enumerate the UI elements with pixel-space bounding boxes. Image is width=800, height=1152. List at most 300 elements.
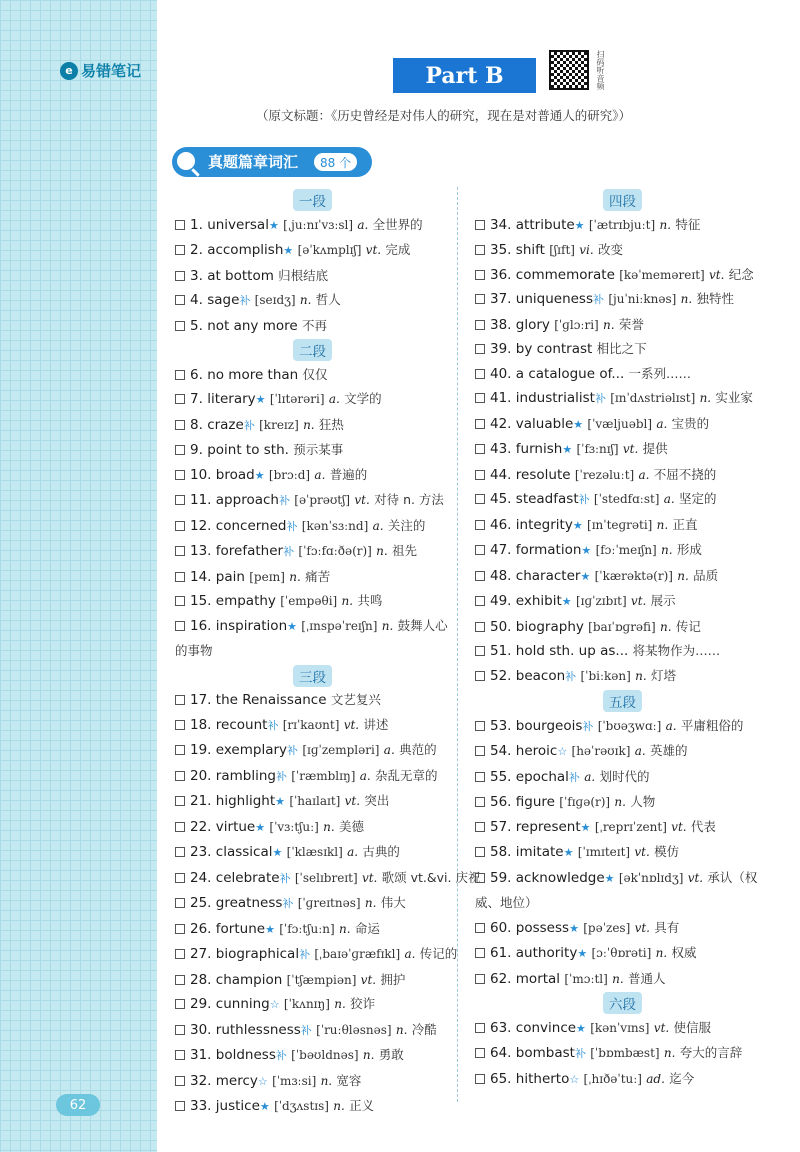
vocab-item — [175, 891, 450, 917]
frequency-mark-icon: 补 — [275, 1049, 287, 1062]
meaning: 将某物作为…… — [632, 643, 721, 658]
item-number: 61. — [490, 945, 512, 961]
paragraph-label-text: 六段 — [603, 992, 642, 1014]
meaning: 共鸣 — [357, 593, 383, 608]
phonetic: [peɪn] — [249, 569, 285, 584]
phonetic: [ɪnˈdʌstriəlɪst] — [610, 391, 696, 405]
item-number: 31. — [190, 1047, 212, 1063]
vocab-word: not any more — [207, 317, 298, 334]
vocab-word: possess — [515, 919, 570, 936]
part-of-speech: ad. — [646, 1071, 665, 1086]
meaning: 杂乱无章的 — [374, 767, 438, 783]
item-number: 18. — [190, 716, 212, 733]
checkbox[interactable] — [175, 470, 185, 480]
vocab-item — [475, 714, 770, 740]
vocab-word: forefather — [215, 543, 284, 559]
brand-name: 易错笔记 — [81, 62, 142, 80]
vocab-item — [475, 564, 770, 590]
phonetic: [juˈniːknəs] — [608, 292, 677, 306]
checkbox[interactable] — [475, 974, 485, 984]
checkbox[interactable] — [175, 975, 185, 985]
vocab-item — [175, 488, 450, 514]
vocab-word: literary — [207, 391, 256, 407]
item-number: 22. — [190, 818, 212, 835]
item-number: 11. — [190, 492, 212, 508]
checkbox[interactable] — [475, 622, 485, 632]
checkbox[interactable] — [175, 321, 185, 331]
checkbox[interactable] — [475, 721, 485, 731]
phonetic: [həˈrəʊɪk] — [571, 744, 631, 758]
phonetic: [ˌjuːnɪˈvɜːsl] — [283, 217, 354, 232]
checkbox[interactable] — [175, 495, 185, 505]
vocab-word: broad — [215, 466, 255, 483]
item-number: 51. — [490, 643, 512, 659]
phonetic: [ʃɪft] — [549, 243, 575, 257]
vocab-item — [475, 437, 770, 463]
checkbox[interactable] — [175, 220, 185, 230]
right-vocab-column — [475, 188, 770, 1092]
vocab-word: mortal — [515, 970, 561, 987]
meaning: 承认（权威、地位） — [475, 869, 758, 910]
vocab-item — [175, 238, 450, 264]
part-of-speech: vt. — [687, 870, 704, 885]
meaning: 歌颂 vt.&vi. 庆祝 — [381, 869, 481, 885]
item-number: 9. — [190, 442, 203, 458]
checkbox[interactable] — [175, 596, 185, 606]
vocab-item — [475, 1016, 770, 1042]
paragraph-label — [175, 338, 450, 363]
meaning: 勇敢 — [378, 1047, 404, 1062]
phonetic: [rɪˈkaʊnt] — [282, 717, 340, 732]
checkbox[interactable] — [475, 1023, 485, 1033]
part-of-speech: vi. — [579, 243, 594, 257]
meaning: 普通人 — [627, 970, 666, 986]
vocab-item — [175, 1043, 450, 1069]
paragraph-label — [475, 689, 770, 714]
checkbox[interactable] — [475, 873, 485, 883]
checkbox[interactable] — [475, 822, 485, 832]
checkbox[interactable] — [175, 822, 185, 832]
checkbox[interactable] — [475, 444, 485, 454]
part-of-speech: vt. — [671, 819, 687, 834]
item-number: 60. — [490, 919, 512, 936]
left-vocab-column — [175, 188, 481, 1120]
item-number: 15. — [190, 593, 212, 609]
checkbox[interactable] — [475, 369, 485, 379]
vocab-word: glory — [515, 316, 550, 333]
phonetic: [ˈhaɪlaɪt] — [289, 794, 341, 808]
checkbox[interactable] — [475, 646, 485, 656]
meaning: 拥护 — [380, 971, 406, 987]
meaning: 完成 — [385, 242, 411, 257]
checkbox[interactable] — [475, 220, 485, 230]
vocab-word: resolute — [515, 466, 571, 483]
vocab-item — [475, 589, 770, 615]
meaning: 传记的 — [419, 946, 458, 961]
part-of-speech: n. — [614, 795, 626, 809]
meaning: 狡诈 — [350, 996, 376, 1011]
section-banner — [172, 147, 372, 177]
checkbox[interactable] — [475, 294, 485, 304]
vocab-item — [475, 1067, 770, 1093]
meaning: 模仿 — [654, 844, 680, 859]
part-of-speech: n. — [376, 544, 388, 558]
vocab-word: point to sth. — [207, 442, 289, 458]
checkbox[interactable] — [175, 546, 185, 556]
vocab-item — [475, 386, 770, 412]
item-number: 6. — [190, 366, 203, 383]
vocab-word: epochal — [515, 768, 569, 785]
vocab-item — [475, 941, 770, 967]
frequency-mark-icon: 补 — [594, 392, 606, 405]
part-of-speech: a. — [357, 217, 369, 232]
item-number: 65. — [490, 1070, 512, 1087]
meaning: 命运 — [354, 920, 380, 936]
meaning: 夸大的言辞 — [679, 1045, 743, 1060]
checkbox[interactable] — [475, 270, 485, 280]
item-number: 46. — [490, 516, 512, 533]
part-of-speech: vt. — [630, 594, 647, 608]
vocab-word: justice — [215, 1098, 260, 1114]
item-number: 44. — [490, 466, 512, 483]
meaning: 坚定的 — [679, 491, 717, 506]
vocab-item — [175, 789, 450, 815]
item-number: 3. — [190, 267, 203, 284]
checkbox[interactable] — [475, 923, 485, 933]
checkbox[interactable] — [175, 898, 185, 908]
vocab-item — [175, 1018, 450, 1044]
item-number: 49. — [490, 593, 512, 609]
meaning: 纪念 — [728, 266, 754, 282]
checkbox[interactable] — [175, 295, 185, 305]
item-number: 52. — [490, 667, 512, 684]
item-number: 32. — [190, 1072, 212, 1089]
part-of-speech: n. — [661, 543, 673, 557]
phonetic: [ˈmɔːtl] — [564, 971, 608, 986]
checkbox[interactable] — [175, 999, 185, 1009]
vocab-item — [175, 387, 450, 413]
meaning: 相比之下 — [596, 341, 647, 356]
meaning: 独特性 — [696, 291, 734, 306]
frequency-mark-icon: 补 — [287, 744, 299, 757]
checkbox[interactable] — [175, 873, 185, 883]
vocab-word: sage — [207, 292, 240, 308]
checkbox[interactable] — [475, 245, 485, 255]
checkbox[interactable] — [475, 1048, 485, 1058]
phonetic: [ˈfɔːfɑːðə(r)] — [298, 544, 372, 558]
part-of-speech: a. — [383, 743, 395, 757]
frequency-mark-icon: ☆ — [257, 1074, 268, 1088]
vocab-word: ruthlessness — [215, 1021, 301, 1038]
frequency-mark-icon: 补 — [568, 770, 580, 784]
part-of-speech: a. — [584, 769, 596, 784]
part-of-speech: n. — [299, 293, 312, 307]
checkbox[interactable] — [175, 771, 185, 781]
vocab-word: beacon — [515, 667, 566, 684]
vocab-word: craze — [207, 416, 244, 433]
meaning: 使信服 — [673, 1019, 712, 1035]
vocab-item — [175, 942, 458, 968]
part-of-speech: n. — [635, 668, 647, 683]
vocab-word: recount — [215, 716, 268, 733]
checkbox[interactable] — [475, 596, 485, 606]
meaning: 迄今 — [669, 1070, 695, 1086]
item-number: 25. — [190, 895, 212, 911]
checkbox[interactable] — [475, 520, 485, 530]
part-of-speech: vt. — [344, 794, 361, 808]
part-of-speech: vt. — [354, 493, 370, 507]
frequency-mark-icon: ★ — [562, 443, 573, 456]
phonetic: [kənˈsɜːnd] — [301, 518, 369, 533]
item-number: 55. — [490, 768, 512, 785]
item-number: 64. — [490, 1045, 512, 1061]
vocab-item — [175, 688, 450, 713]
frequency-mark-icon: 补 — [279, 871, 291, 885]
checkbox[interactable] — [175, 949, 185, 959]
item-number: 57. — [490, 818, 512, 835]
vocab-word: bourgeois — [515, 717, 583, 734]
frequency-mark-icon: ★ — [283, 244, 294, 257]
frequency-mark-icon: ★ — [255, 393, 266, 406]
item-number: 23. — [190, 844, 212, 860]
vocab-item — [175, 213, 450, 239]
checkbox[interactable] — [175, 245, 185, 255]
item-number: 19. — [190, 742, 212, 758]
frequency-mark-icon: 补 — [593, 293, 605, 306]
phonetic: [ˈbɒmbæst] — [590, 1046, 660, 1060]
checkbox[interactable] — [175, 745, 185, 755]
checkbox[interactable] — [475, 948, 485, 958]
meaning: 鼓舞人心的事物 — [175, 617, 448, 658]
phonetic: [əkˈnɒlɪdʒ] — [618, 870, 684, 885]
part-of-speech: a. — [634, 744, 646, 758]
phonetic: [kreɪz] — [259, 417, 299, 432]
phonetic: [seɪdʒ] — [254, 293, 296, 307]
vocab-word: highlight — [215, 793, 276, 809]
frequency-mark-icon: ☆ — [557, 745, 568, 758]
phonetic: [ˈfɜːnɪʃ] — [576, 442, 619, 456]
meaning: 权威 — [671, 945, 697, 960]
checkbox[interactable] — [475, 1074, 485, 1084]
item-number: 4. — [190, 292, 203, 308]
checkbox[interactable] — [475, 494, 485, 504]
vocab-item — [175, 264, 450, 289]
vocab-item — [175, 992, 450, 1018]
phonetic: [ˈɡlɔːri] — [554, 317, 599, 332]
item-number: 24. — [190, 869, 212, 886]
part-of-speech: vt. — [709, 267, 725, 282]
vocab-word: authority — [515, 945, 578, 961]
checkbox[interactable] — [475, 571, 485, 581]
meaning: 一系列…… — [628, 365, 692, 381]
meaning: 讲述 — [363, 716, 389, 732]
frequency-mark-icon: ★ — [572, 518, 583, 532]
meaning: 痛苦 — [305, 568, 331, 584]
checkbox[interactable] — [475, 320, 485, 330]
part-of-speech: vt. — [365, 243, 382, 257]
checkbox[interactable] — [475, 671, 485, 681]
checkbox[interactable] — [475, 797, 485, 807]
column-divider — [457, 187, 458, 1102]
meaning: 划时代的 — [599, 768, 650, 784]
frequency-mark-icon: 补 — [582, 719, 594, 733]
vocab-word: attribute — [515, 216, 575, 233]
part-of-speech: a. — [663, 492, 675, 506]
item-number: 38. — [490, 316, 512, 333]
part-of-speech: a. — [328, 392, 340, 406]
vocab-word: commemorate — [515, 266, 615, 283]
checkbox[interactable] — [175, 924, 185, 934]
meaning: 关注的 — [387, 517, 426, 533]
phonetic: [ɪɡˈzempləri] — [302, 743, 380, 757]
part-of-speech: vt. — [360, 972, 377, 987]
vocab-item — [475, 412, 770, 438]
checkbox[interactable] — [175, 1101, 185, 1111]
checkbox[interactable] — [175, 720, 185, 730]
item-number: 54. — [490, 743, 512, 759]
phonetic: [brɔːd] — [268, 467, 311, 482]
checkbox[interactable] — [175, 394, 185, 404]
item-number: 29. — [190, 996, 212, 1012]
item-number: 13. — [190, 543, 212, 559]
vocab-item — [175, 565, 450, 590]
frequency-mark-icon: ★ — [577, 947, 588, 960]
meaning: 英雄的 — [649, 743, 688, 758]
vocab-word: classical — [215, 844, 273, 860]
checkbox[interactable] — [175, 572, 185, 582]
frequency-mark-icon: 补 — [275, 769, 287, 783]
item-number: 12. — [190, 517, 212, 534]
meaning: 宝贵的 — [671, 415, 710, 431]
checkbox[interactable] — [175, 271, 185, 281]
item-number: 27. — [190, 946, 212, 962]
checkbox[interactable] — [175, 370, 185, 380]
part-of-speech: n. — [381, 618, 394, 633]
meaning: 代表 — [690, 818, 716, 834]
phonetic: [ˈmɜːsi] — [272, 1073, 317, 1088]
vocab-item — [475, 337, 770, 362]
meaning: 文学的 — [344, 391, 382, 406]
vocab-item — [175, 1094, 450, 1120]
item-number: 7. — [190, 391, 203, 407]
phonetic: [ɪɡˈzɪbɪt] — [575, 594, 627, 608]
frequency-mark-icon: ★ — [265, 922, 275, 936]
item-number: 58. — [490, 844, 512, 860]
frequency-mark-icon: 补 — [278, 494, 290, 507]
qr-code-icon[interactable] — [549, 50, 589, 90]
checkbox[interactable] — [475, 393, 485, 403]
meaning: 正义 — [349, 1098, 375, 1113]
checkbox[interactable] — [175, 1050, 185, 1060]
checkbox[interactable] — [175, 621, 185, 631]
vocab-word: exhibit — [515, 593, 562, 609]
phonetic: [ˌhɪðəˈtuː] — [583, 1071, 642, 1086]
meaning: 不屈不挠的 — [653, 466, 717, 482]
meaning: 哲人 — [315, 292, 341, 307]
vocab-word: exemplary — [215, 742, 288, 758]
vocab-item — [475, 287, 770, 313]
frequency-mark-icon: ★ — [604, 871, 615, 885]
part-of-speech: n. — [364, 896, 377, 910]
checkbox[interactable] — [175, 847, 185, 857]
checkbox[interactable] — [475, 746, 485, 756]
vocab-item — [175, 413, 450, 439]
part-of-speech: n. — [659, 217, 672, 232]
original-title: （原文标题：《历史曾经是对伟人的研究，现在是对普通人的研究》） — [256, 108, 632, 123]
meaning: 品质 — [693, 567, 719, 583]
item-number: 41. — [490, 390, 512, 406]
vocab-word: convince — [515, 1019, 577, 1036]
vocab-word: valuable — [515, 415, 574, 432]
item-number: 1. — [190, 216, 203, 233]
vocab-word: approach — [215, 492, 279, 508]
checkbox[interactable] — [475, 470, 485, 480]
phonetic: [ˈtʃæmpiən] — [286, 972, 357, 987]
checkbox[interactable] — [175, 420, 185, 430]
phonetic: [kəˈmeməreɪt] — [619, 267, 705, 282]
meaning: 人物 — [630, 794, 656, 809]
checkbox[interactable] — [475, 419, 485, 429]
frequency-mark-icon: 补 — [239, 294, 251, 307]
meaning: 提供 — [642, 441, 668, 456]
vocab-item — [475, 866, 770, 916]
frequency-mark-icon: 补 — [267, 718, 279, 732]
phonetic: [əˈkʌmplɪʃ] — [297, 243, 362, 257]
checkbox[interactable] — [175, 1025, 185, 1035]
meaning: 不再 — [301, 317, 327, 333]
phonetic: [ˈstedfɑːst] — [593, 492, 660, 506]
checkbox[interactable] — [175, 521, 185, 531]
phonetic: [ɔːˈθɒrəti] — [591, 946, 652, 960]
checkbox[interactable] — [175, 445, 185, 455]
item-number: 35. — [490, 242, 512, 258]
checkbox[interactable] — [475, 545, 485, 555]
item-number: 10. — [190, 466, 212, 483]
checkbox[interactable] — [175, 695, 185, 705]
phonetic: [fɔːˈmeɪʃn] — [595, 543, 657, 557]
frequency-mark-icon: 补 — [286, 519, 298, 533]
paragraph-label-text: 四段 — [603, 189, 642, 211]
paragraph-label-text: 五段 — [603, 690, 642, 712]
part-of-speech: n. — [289, 569, 301, 584]
checkbox[interactable] — [475, 772, 485, 782]
vocab-item — [475, 916, 770, 942]
frequency-mark-icon: 补 — [578, 493, 590, 506]
phonetic: [ˈkærəktə(r)] — [594, 568, 673, 583]
frequency-mark-icon: ★ — [581, 544, 592, 557]
vocab-word: rambling — [215, 767, 276, 784]
item-number: 53. — [490, 717, 512, 734]
checkbox[interactable] — [475, 344, 485, 354]
part-of-speech: vt. — [653, 1020, 670, 1035]
meaning: 典范的 — [399, 742, 437, 757]
checkbox[interactable] — [475, 847, 485, 857]
phonetic: [ˈempəθi] — [280, 594, 338, 608]
part-of-speech: a. — [314, 467, 326, 482]
frequency-mark-icon: ☆ — [269, 998, 280, 1011]
item-number: 56. — [490, 794, 512, 810]
frequency-mark-icon: ☆ — [569, 1072, 580, 1086]
meaning: 灯塔 — [650, 667, 676, 683]
checkbox[interactable] — [175, 796, 185, 806]
checkbox[interactable] — [175, 1076, 185, 1086]
item-number: 8. — [190, 416, 203, 433]
vocab-word: champion — [215, 971, 283, 988]
part-of-speech: a. — [372, 518, 384, 533]
phonetic: [ˈfɔːtʃuːn] — [279, 921, 335, 936]
vocab-word: imitate — [515, 844, 564, 860]
phonetic: [kənˈvɪns] — [590, 1020, 650, 1035]
